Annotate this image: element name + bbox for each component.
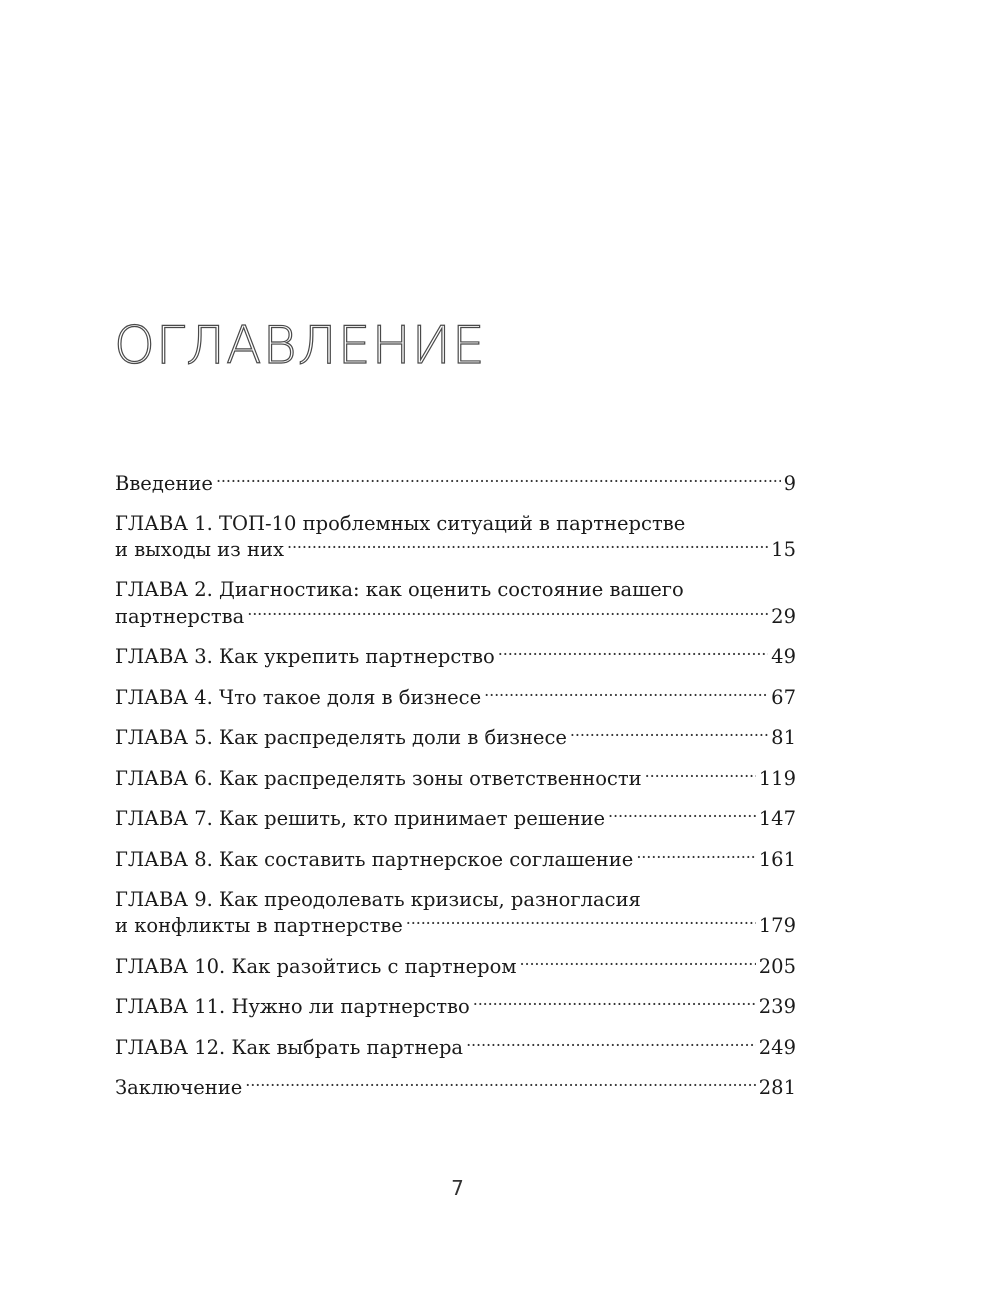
toc-entry-chapter-3[interactable]	[115, 644, 796, 671]
toc-page-number: 29	[771, 604, 796, 628]
toc-entry-conclusion[interactable]	[115, 1075, 796, 1102]
toc-entry-chapter-2[interactable]	[115, 577, 796, 630]
toc-entry-title-line1: ГЛАВА 1. ТОП-10 проблемных ситуаций в партнерстве	[115, 511, 686, 535]
toc-page-number: 179	[758, 914, 796, 937]
toc-entry-title: ГЛАВА 6. Как распределять зоны ответственности	[115, 766, 642, 790]
toc-entry-title: ГЛАВА 7. Как решить, кто принимает решение	[115, 807, 606, 830]
toc-page-number: 9	[783, 471, 796, 495]
toc-entry-title: ГЛАВА 3. Как укрепить партнерство	[115, 645, 495, 668]
toc-page-number: 249	[758, 1035, 796, 1059]
toc-entry-title: Заключение	[115, 1076, 243, 1099]
toc-entry-chapter-11[interactable]	[115, 994, 796, 1021]
toc-leader-dots	[645, 765, 756, 785]
toc-leader-dots	[473, 994, 756, 1014]
toc-entry-title: и конфликты в партнерстве	[115, 914, 403, 937]
toc-entry-introduction[interactable]	[115, 470, 796, 497]
toc-entry-title: Введение	[115, 471, 213, 495]
toc-entry-chapter-12[interactable]	[115, 1034, 796, 1061]
toc-leader-dots	[406, 913, 756, 933]
toc-page-number: 147	[758, 807, 796, 830]
toc-entry-title-line1: ГЛАВА 2. Диагностика: как оценить состояние вашего	[115, 578, 684, 601]
toc-entry-title: ГЛАВА 4. Что такое доля в бизнесе	[115, 685, 482, 709]
toc-entry-chapter-6[interactable]	[115, 765, 796, 792]
toc-entry-chapter-10[interactable]	[115, 953, 796, 980]
toc-leader-dots	[484, 684, 768, 704]
toc-entry-title-line1: ГЛАВА 9. Как преодолевать кризисы, разногласия	[115, 887, 641, 911]
toc-leader-dots	[498, 644, 768, 664]
toc-page-number: 15	[771, 538, 796, 561]
toc-leader-dots	[247, 603, 768, 623]
toc-page-number: 205	[758, 954, 796, 978]
toc-entry-chapter-4[interactable]	[115, 684, 796, 711]
toc-page-number: 239	[758, 995, 796, 1018]
toc-entry-title: ГЛАВА 5. Как распределять доли в бизнесе	[115, 726, 567, 749]
toc-entry-title: партнерства	[115, 604, 245, 628]
toc-entry-chapter-1[interactable]	[115, 511, 796, 564]
toc-page-number: 119	[758, 766, 796, 790]
toc-page-number: 67	[771, 685, 796, 709]
toc-entry-chapter-8[interactable]	[115, 846, 796, 873]
toc-entry-title: ГЛАВА 12. Как выбрать партнера	[115, 1035, 464, 1059]
toc-entry-title: ГЛАВА 11. Нужно ли партнерство	[115, 995, 470, 1018]
toc-entry-title: ГЛАВА 8. Как составить партнерское соглашение	[115, 847, 634, 871]
toc-entry-chapter-7[interactable]	[115, 806, 796, 833]
toc-leader-dots	[466, 1034, 756, 1054]
toc-leader-dots	[287, 537, 768, 557]
toc-page-number: 49	[771, 645, 796, 668]
toc-leader-dots	[570, 725, 768, 745]
page-title: ОГЛАВЛЕНИЕ	[114, 316, 486, 376]
toc-entry-title: ГЛАВА 10. Как разойтись с партнером	[115, 954, 517, 978]
table-of-contents	[115, 470, 796, 1115]
toc-entry-title: и выходы из них	[115, 538, 284, 561]
toc-page-number: 161	[758, 847, 796, 871]
toc-page-number: 281	[758, 1076, 796, 1099]
toc-leader-dots	[608, 806, 756, 826]
toc-entry-chapter-5[interactable]	[115, 725, 796, 752]
toc-leader-dots	[636, 846, 755, 866]
toc-leader-dots	[216, 470, 781, 490]
page-number: 7	[451, 1176, 464, 1200]
toc-leader-dots	[520, 953, 756, 973]
toc-page-number: 81	[771, 726, 796, 749]
toc-leader-dots	[245, 1075, 755, 1095]
toc-entry-chapter-9[interactable]	[115, 887, 796, 940]
